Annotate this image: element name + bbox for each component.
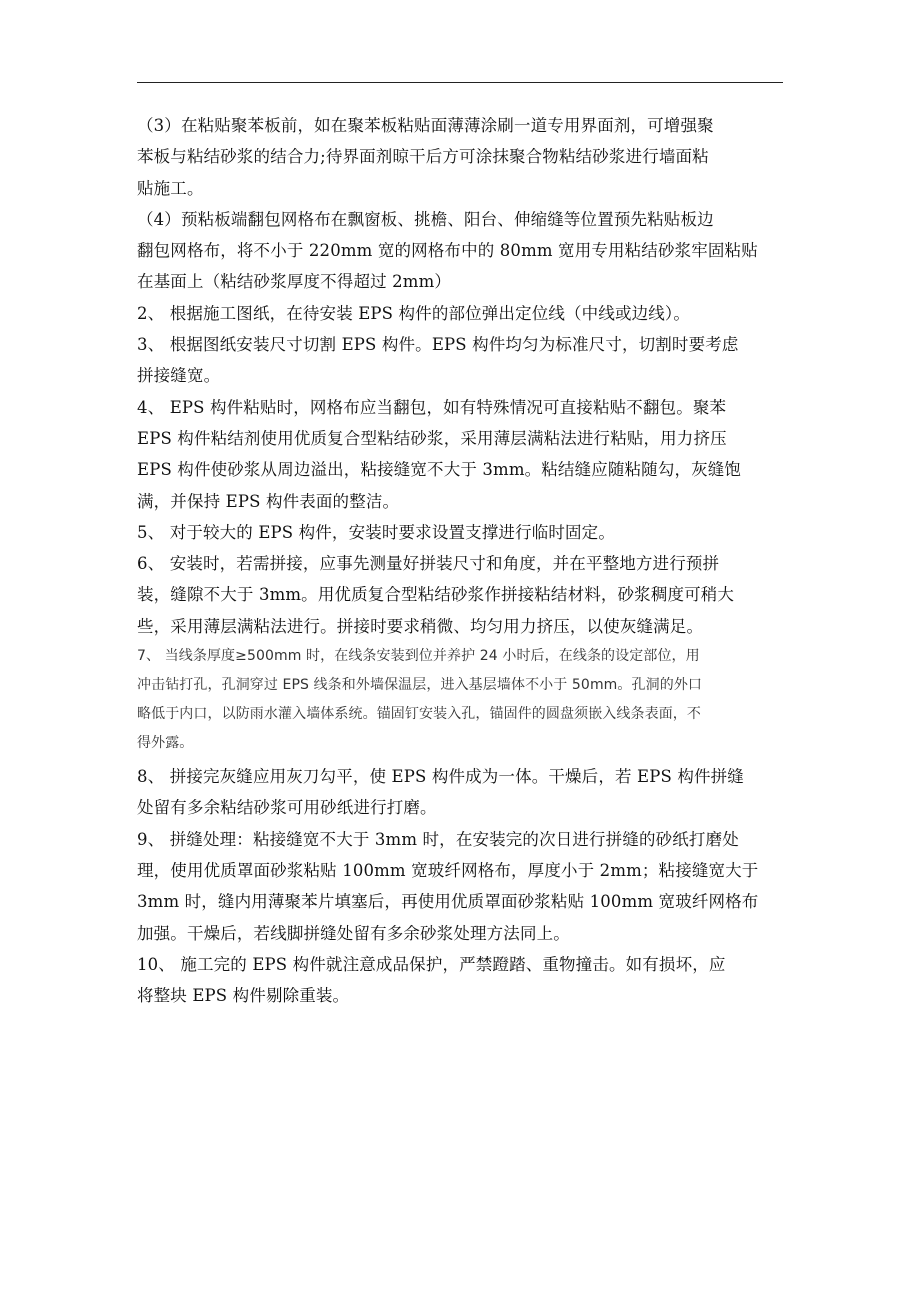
list-item-8: 8、 拼接完灰缝应用灰刀勾平，使 EPS 构件成为一体。干燥后，若 EPS 构件拼缝 处留有多余粘结砂浆可用砂纸进行打磨。 <box>137 767 744 818</box>
paragraph-step-3: （3）在粘贴聚苯板前，如在聚苯板粘贴面薄薄涂刷一道专用界面剂，可增强聚 苯板与粘结砂浆的结合力;待界面剂晾干后方可涂抹聚合物粘结砂浆进行墙面粘 贴施工。 <box>137 116 714 198</box>
list-item-6: 6、 安装时，若需拼接，应事先测量好拼装尺寸和角度，并在平整地方进行预拼 装，缝隙不大于 3mm。用优质复合型粘结砂浆作拼接粘结材料，砂浆稠度可稍大 些，采用薄层满粘法进行。拼接时要求稍微、均匀用力挤压，以使灰缝满足。 <box>137 554 735 636</box>
list-item-2: 2、 根据施工图纸，在待安装 EPS 构件的部位弹出定位线（中线或边线）。 <box>137 303 690 323</box>
list-item-7: 7、 当线条厚度≥500mm 时，在线条安装到位并养护 24 小时后，在线条的设定部位，用 冲击钻打孔，孔洞穿过 EPS 线条和外墙保温层，进入基层墙体不小于 50mm。孔洞的外口 略低于内口，以防雨水灌入墙体系统。锚固钉安装入孔，锚固件的圆盘须嵌入线条表面，不 得外露。 <box>137 648 703 752</box>
list-item-5: 5、 对于较大的 EPS 构件，安装时要求设置支撑进行临时固定。 <box>137 522 615 542</box>
list-item-4: 4、 EPS 构件粘贴时，网格布应当翻包，如有特殊情况可直接粘贴不翻包。聚苯 EPS 构件粘结剂使用优质复合型粘结砂浆，采用薄层满粘法进行粘贴，用力挤压 EPS 构件使砂浆从周边溢出，粘接缝宽不大于 3mm。粘结缝应随粘随勾，灰缝饱 满，并保持 EPS 构件表面的整洁。 <box>137 397 742 511</box>
list-item-9: 9、 拼缝处理：粘接缝宽不大于 3mm 时，在安装完的次日进行拼缝的砂纸打磨处 理，使用优质罩面砂浆粘贴 100mm 宽玻纤网格布，厚度小于 2mm；粘接缝宽大于 3mm 时，缝内用薄聚苯片填塞后，再使用优质罩面砂浆粘贴 100mm 宽玻纤网格布 加强。干燥后，若线脚拼缝处留有多余砂浆处理方法同上。 <box>137 829 759 943</box>
header-rule <box>137 82 783 83</box>
list-item-3: 3、 根据图纸安装尺寸切割 EPS 构件。EPS 构件均匀为标准尺寸，切割时要考虑 拼接缝宽。 <box>137 335 739 386</box>
paragraph-step-4: （4）预粘板端翻包网格布在飘窗板、挑檐、阳台、伸缩缝等位置预先粘贴板边 翻包网格布，将不小于 220mm 宽的网格布中的 80mm 宽用专用粘结砂浆牢固粘贴 在基面上（粘结砂浆厚度不得超过 2mm） <box>137 209 758 292</box>
document-body <box>137 110 787 1011</box>
list-item-10: 10、 施工完的 EPS 构件就注意成品保护，严禁蹬踏、重物撞击。如有损坏，应 将整块 EPS 构件剔除重装。 <box>137 954 726 1006</box>
